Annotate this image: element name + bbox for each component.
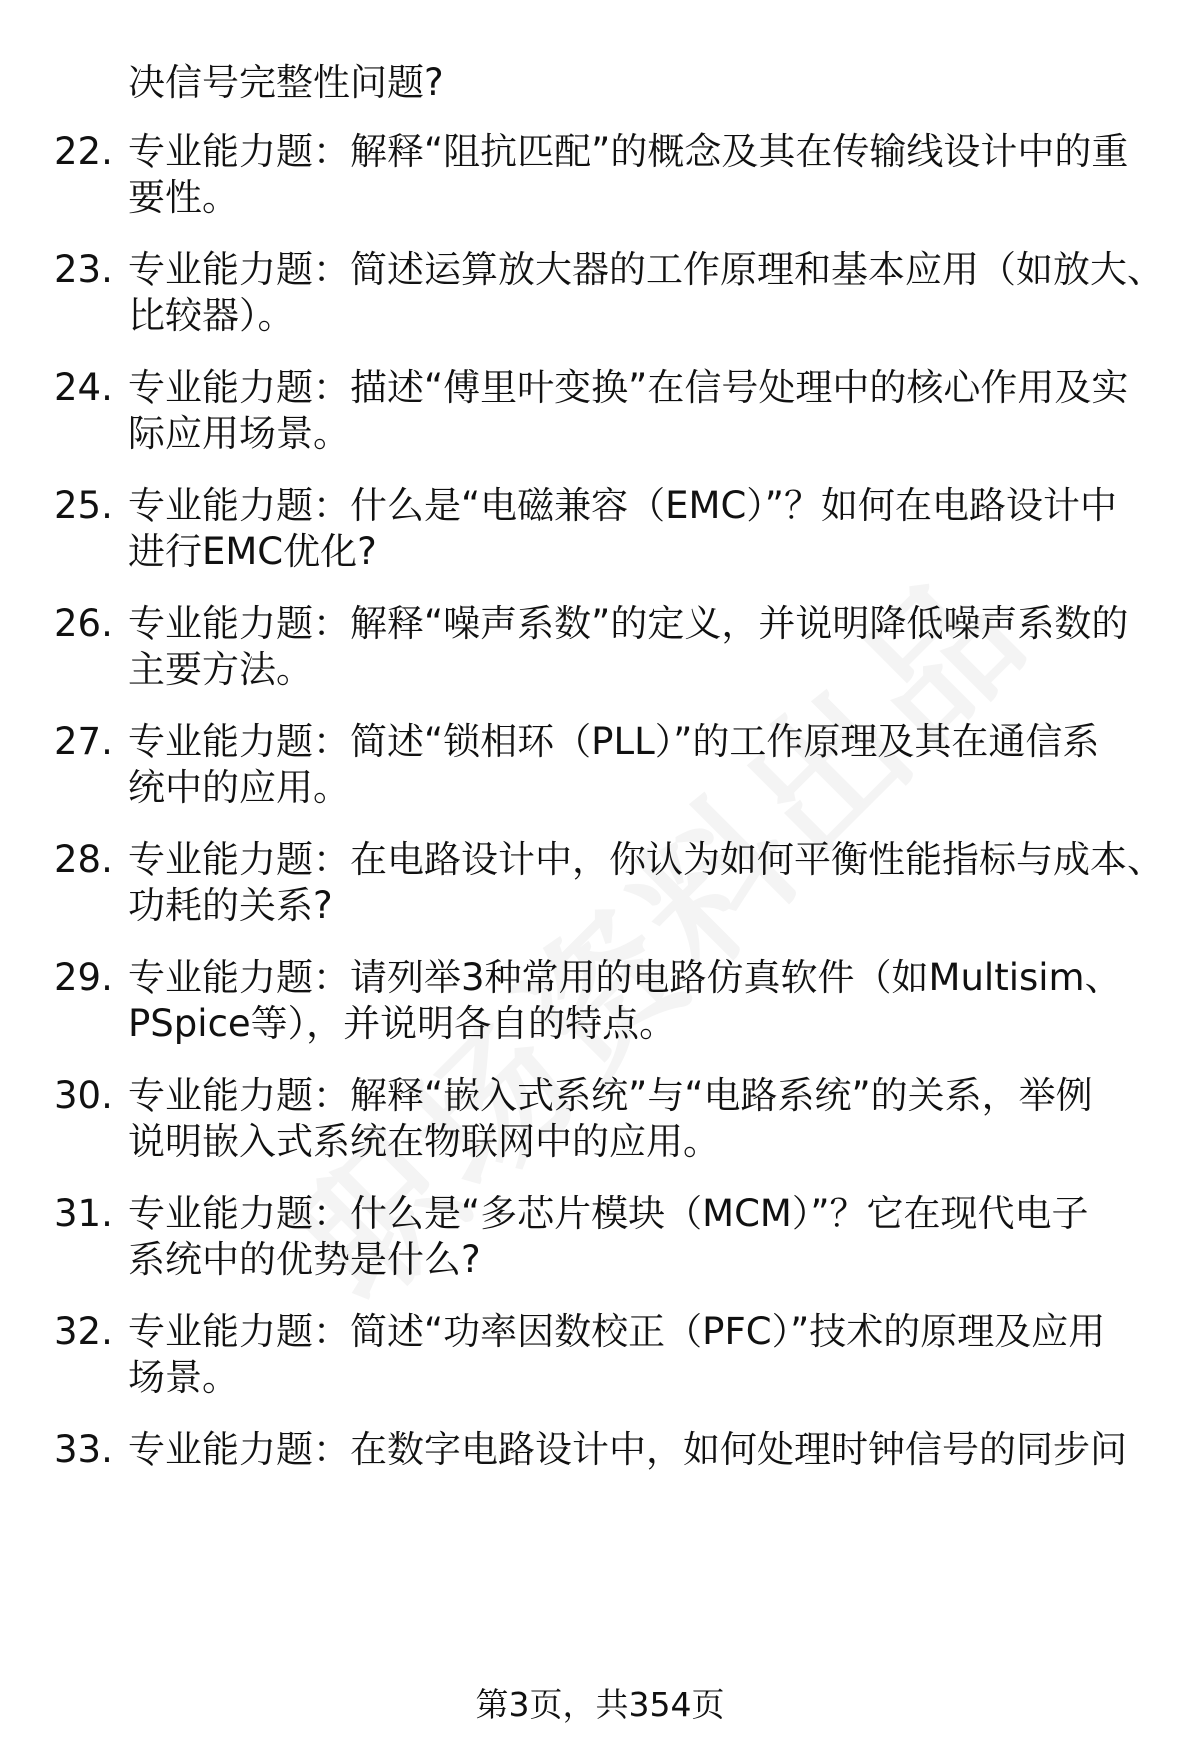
item-text-line1: 专业能力题：请列举3种常用的电路仿真软件（如Multisim、 [128,956,1122,999]
item-text-line2: 主要方法。 [128,648,313,691]
item-number: 29. [54,956,113,999]
item-text-line1: 专业能力题：解释“噪声系数”的定义，并说明降低噪声系数的 [128,602,1129,645]
item-text-line1: 专业能力题：简述运算放大器的工作原理和基本应用（如放大、 [128,248,1164,291]
item-text-line1: 专业能力题：在电路设计中，你认为如何平衡性能指标与成本、 [128,838,1164,881]
item-text-line1: 专业能力题：在数字电路设计中，如何处理时钟信号的同步问 [128,1428,1127,1471]
item-text-line2: 进行EMC优化? [128,530,377,573]
item-text-line1: 专业能力题：解释“嵌入式系统”与“电路系统”的关系，举例 [128,1074,1093,1117]
item-text-line1: 专业能力题：什么是“电磁兼容（EMC）”？如何在电路设计中 [128,484,1117,527]
item-text-line2: 统中的应用。 [128,766,350,809]
continuation-text: 决信号完整性问题? [128,61,444,104]
item-number: 22. [54,130,113,173]
item-text-line2: 场景。 [128,1356,239,1399]
item-number: 32. [54,1310,113,1353]
item-number: 24. [54,366,113,409]
item-number: 28. [54,838,113,881]
item-text-line2: 系统中的优势是什么? [128,1238,481,1281]
item-text-line2: 比较器）。 [128,294,295,337]
item-number: 27. [54,720,113,763]
item-number: 31. [54,1192,113,1235]
item-text-line1: 专业能力题：什么是“多芯片模块（MCM）”？它在现代电子 [128,1192,1089,1235]
item-text-line2: 说明嵌入式系统在物联网中的应用。 [128,1120,720,1163]
item-number: 30. [54,1074,113,1117]
item-text-line2: 功耗的关系? [128,884,333,927]
item-number: 26. [54,602,113,645]
item-text-line1: 专业能力题：解释“阻抗匹配”的概念及其在传输线设计中的重 [128,130,1129,173]
item-text-line1: 专业能力题：描述“傅里叶变换”在信号处理中的核心作用及实 [128,366,1129,409]
item-text-line1: 专业能力题：简述“锁相环（PLL）”的工作原理及其在通信系 [128,720,1100,763]
item-number: 25. [54,484,113,527]
item-number: 23. [54,248,113,291]
page-number-footer: 第3页，共354页 [475,1685,725,1724]
item-text-line2: PSpice等），并说明各自的特点。 [128,1002,677,1045]
item-text-line2: 际应用场景。 [128,412,350,455]
item-text-line2: 要性。 [128,176,239,219]
item-text-line1: 专业能力题：简述“功率因数校正（PFC）”技术的原理及应用 [128,1310,1106,1353]
item-number: 33. [54,1428,113,1471]
